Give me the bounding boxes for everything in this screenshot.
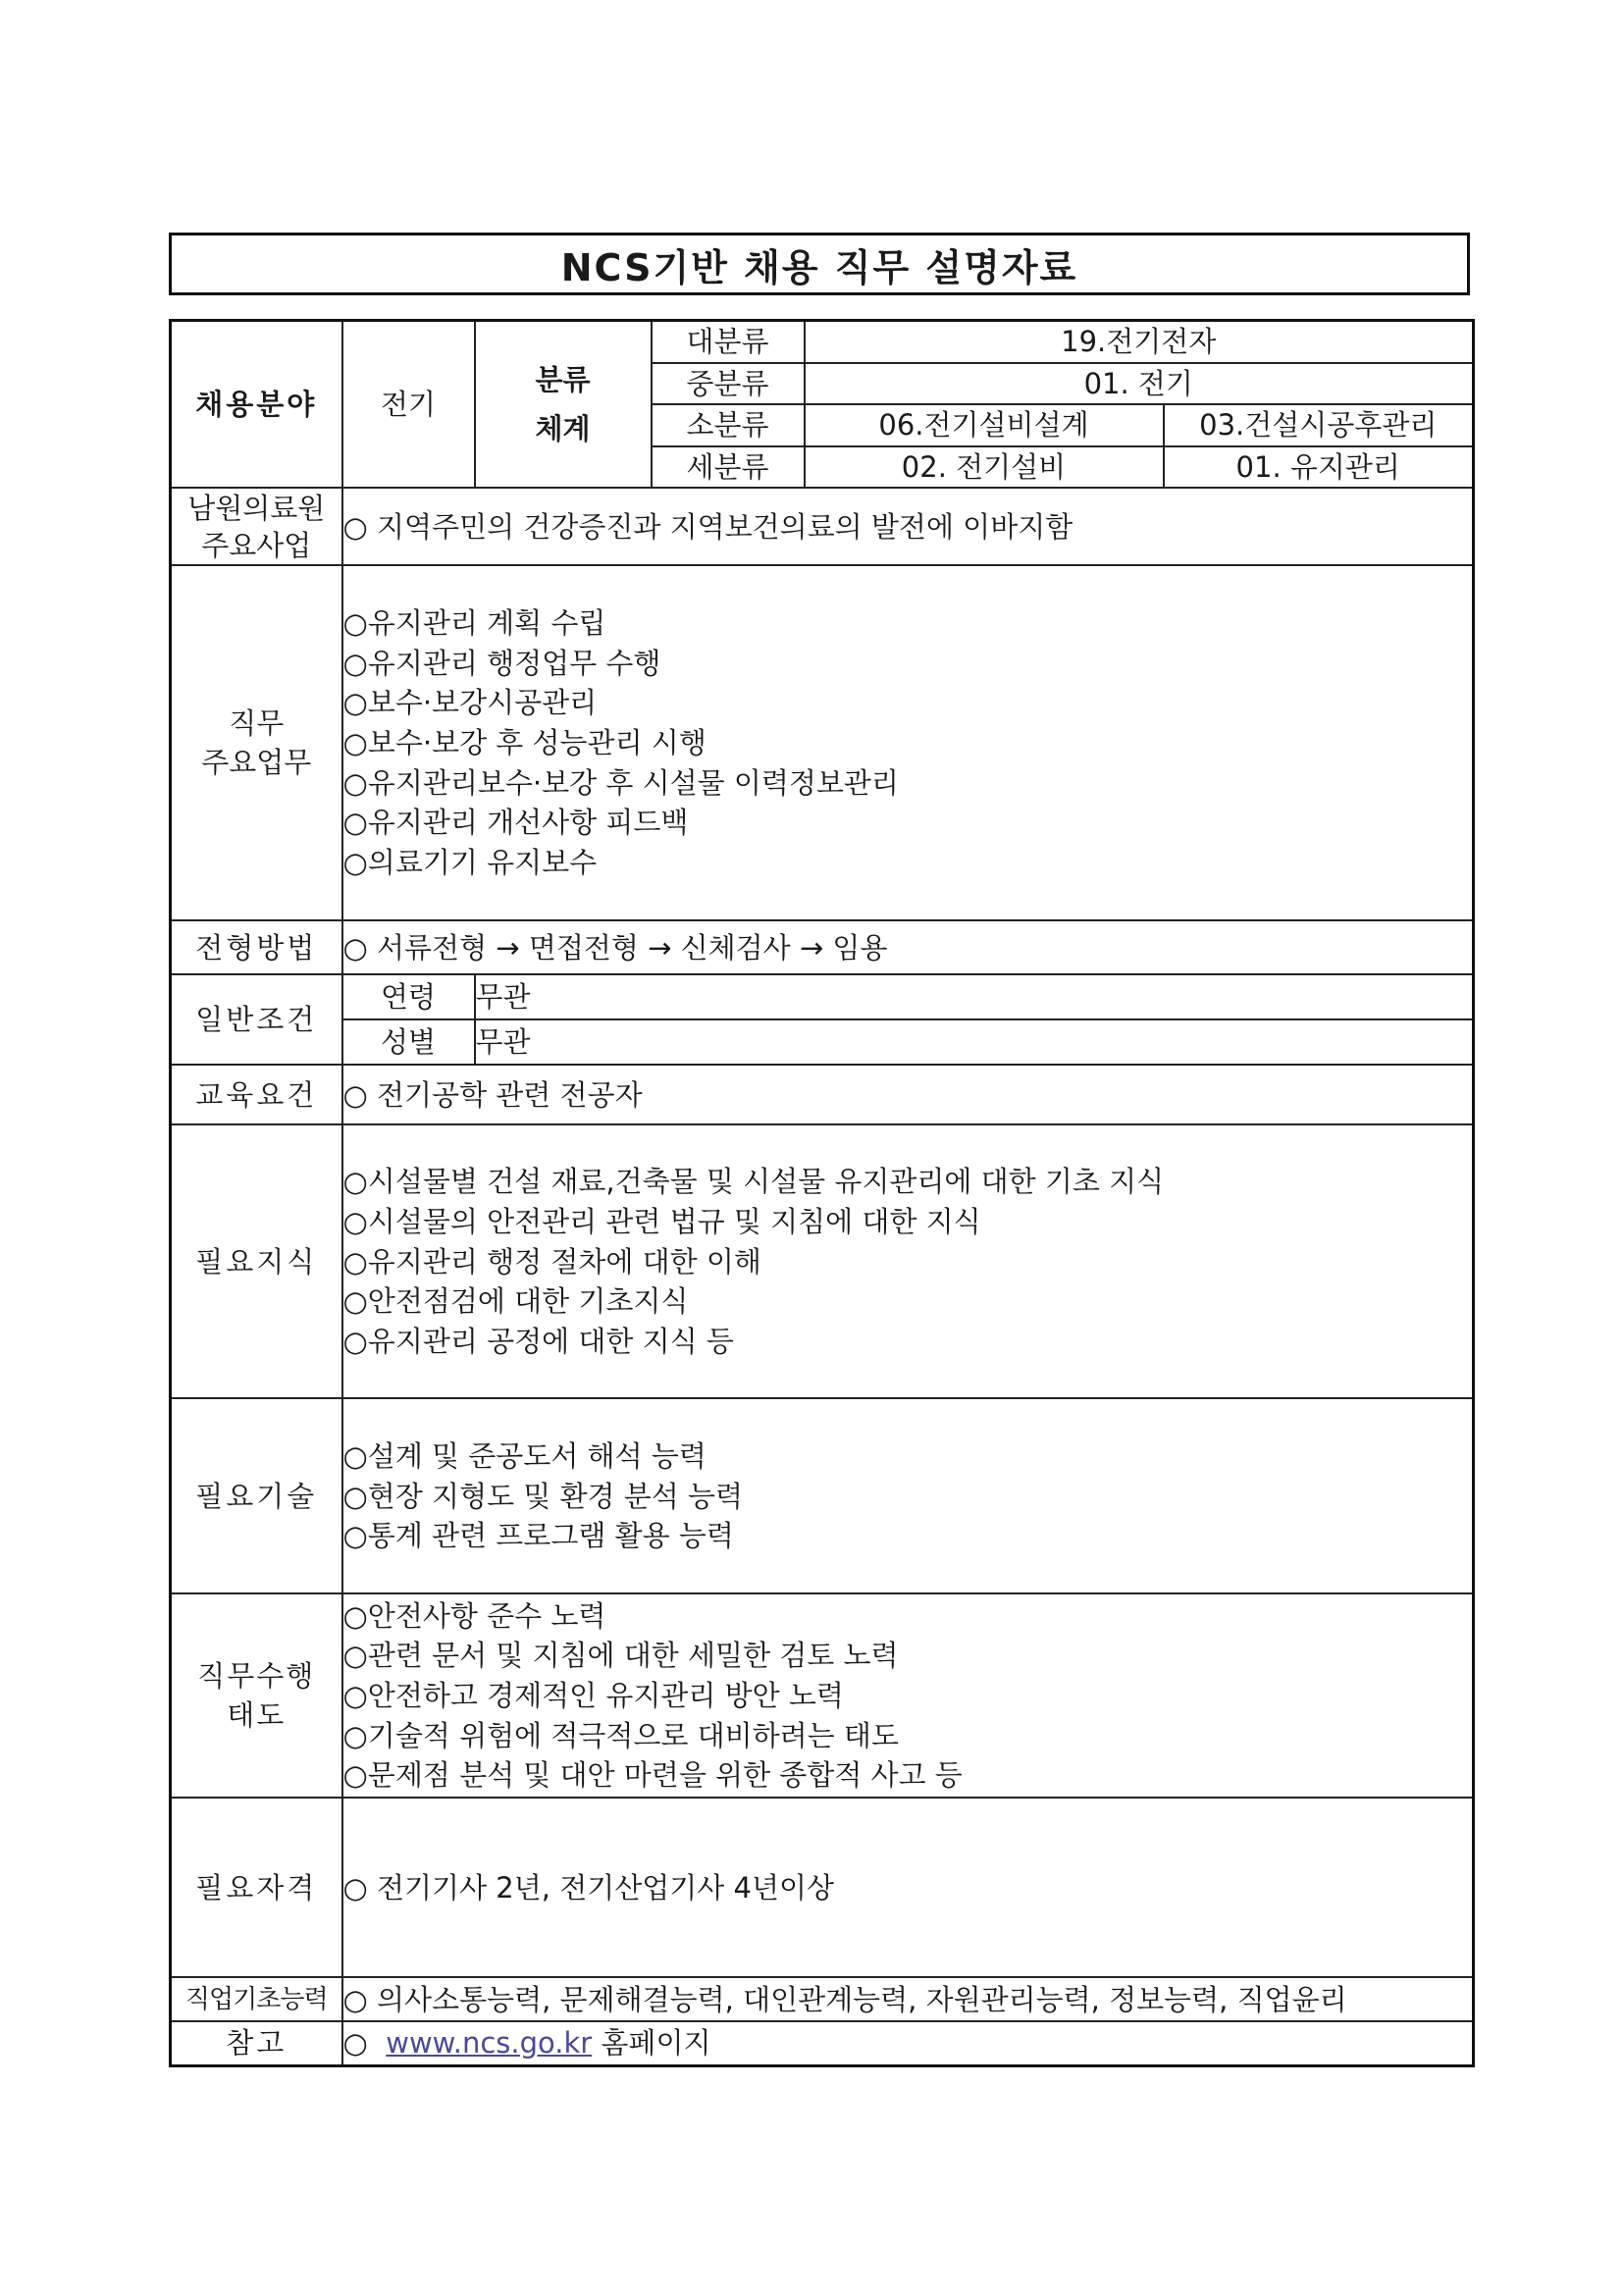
- major-label: 대분류: [652, 321, 805, 363]
- detail-value-1: 02. 전기설비: [805, 446, 1164, 489]
- reference-suffix: 홈페이지: [592, 2026, 711, 2061]
- education-text: ○ 전기공학 관련 전공자: [342, 1065, 1474, 1124]
- list-item: ○시설물의 안전관리 관련 법규 및 지침에 대한 지식: [342, 1204, 981, 1238]
- document-title: NCS기반 채용 직무 설명자료: [560, 245, 1078, 289]
- general-label: 일반조건: [171, 974, 342, 1065]
- age-value: 무관: [475, 974, 1474, 1019]
- list-item: ○의료기기 유지보수: [342, 845, 598, 879]
- duties-label: 직무 주요업무: [171, 565, 342, 920]
- gender-label: 성별: [342, 1019, 475, 1065]
- skills-list: [342, 1398, 1474, 1593]
- middle-label: 중분류: [652, 363, 805, 405]
- system-label-text: 분류 체계: [535, 363, 591, 446]
- reference-label: 참고: [171, 2021, 342, 2065]
- selection-text: ○ 서류전형 → 면접전형 → 신체검사 → 임용: [342, 920, 1474, 974]
- list-item: ○안전사항 준수 노력: [342, 1598, 606, 1633]
- education-label: 교육요건: [171, 1065, 342, 1124]
- job-description-table: [169, 319, 1475, 2067]
- knowledge-label: 필요지식: [171, 1124, 342, 1398]
- document-title-box: [169, 233, 1470, 295]
- qualification-label: 필요자격: [171, 1798, 342, 1977]
- list-item: ○유지관리보수·보강 후 시설물 이력정보관리: [342, 765, 899, 800]
- reference-prefix: ○: [342, 2026, 387, 2061]
- list-item: ○문제점 분석 및 대안 마련을 위한 종합적 사고 등: [342, 1758, 963, 1793]
- skills-label: 필요기술: [171, 1398, 342, 1593]
- list-item: ○유지관리 개선사항 피드백: [342, 806, 689, 840]
- major-value: 19.전기전자: [805, 321, 1474, 363]
- business-label: 남원의료원 주요사업: [171, 488, 342, 565]
- attitude-label: 직무수행 태도: [171, 1593, 342, 1798]
- qualification-text: ○ 전기기사 2년, 전기산업기사 4년이상: [342, 1798, 1474, 1977]
- list-item: ○유지관리 계획 수립: [342, 606, 606, 641]
- basic-ability-label: 직업기초능력: [171, 1977, 342, 2021]
- list-item: ○유지관리 행정 절차에 대한 이해: [342, 1244, 761, 1278]
- detail-value-2: 01. 유지관리: [1164, 446, 1474, 489]
- list-item: ○안전점검에 대한 기초지식: [342, 1284, 689, 1319]
- ncs-link[interactable]: www.ncs.go.kr: [386, 2026, 593, 2061]
- list-item: ○통계 관련 프로그램 활용 능력: [342, 1519, 734, 1553]
- field-value: 전기: [342, 321, 475, 489]
- business-text: ○ 지역주민의 건강증진과 지역보건의료의 발전에 이바지함: [342, 488, 1474, 565]
- system-label: [475, 321, 652, 489]
- list-item: ○설계 및 준공도서 해석 능력: [342, 1438, 707, 1473]
- list-item: ○보수·보강 후 성능관리 시행: [342, 726, 707, 760]
- minor-label: 소분류: [652, 404, 805, 446]
- selection-label: 전형방법: [171, 920, 342, 974]
- minor-value-2: 03.건설시공후관리: [1164, 404, 1474, 446]
- list-item: ○유지관리 행정업무 수행: [342, 646, 661, 680]
- middle-value: 01. 전기: [805, 363, 1474, 405]
- detail-label: 세분류: [652, 446, 805, 489]
- duties-list: [342, 565, 1474, 920]
- list-item: ○관련 문서 및 지침에 대한 세밀한 검토 노력: [342, 1639, 899, 1673]
- list-item: ○기술적 위험에 적극적으로 대비하려는 태도: [342, 1718, 899, 1752]
- list-item: ○현장 지형도 및 환경 분석 능력: [342, 1479, 744, 1513]
- field-label: 채용분야: [171, 321, 342, 489]
- minor-value-1: 06.전기설비설계: [805, 404, 1164, 446]
- list-item: ○안전하고 경제적인 유지관리 방안 노력: [342, 1679, 844, 1713]
- list-item: ○시설물별 건설 재료,건축물 및 시설물 유지관리에 대한 기초 지식: [342, 1165, 1165, 1199]
- attitude-list: [342, 1593, 1474, 1798]
- basic-ability-text: ○ 의사소통능력, 문제해결능력, 대인관계능력, 자원관리능력, 정보능력, 직업윤리: [342, 1977, 1474, 2021]
- reference-cell: [342, 2021, 1474, 2065]
- age-label: 연령: [342, 974, 475, 1019]
- gender-value: 무관: [475, 1019, 1474, 1065]
- list-item: ○보수·보강시공관리: [342, 686, 598, 720]
- list-item: ○유지관리 공정에 대한 지식 등: [342, 1324, 734, 1358]
- knowledge-list: [342, 1124, 1474, 1398]
